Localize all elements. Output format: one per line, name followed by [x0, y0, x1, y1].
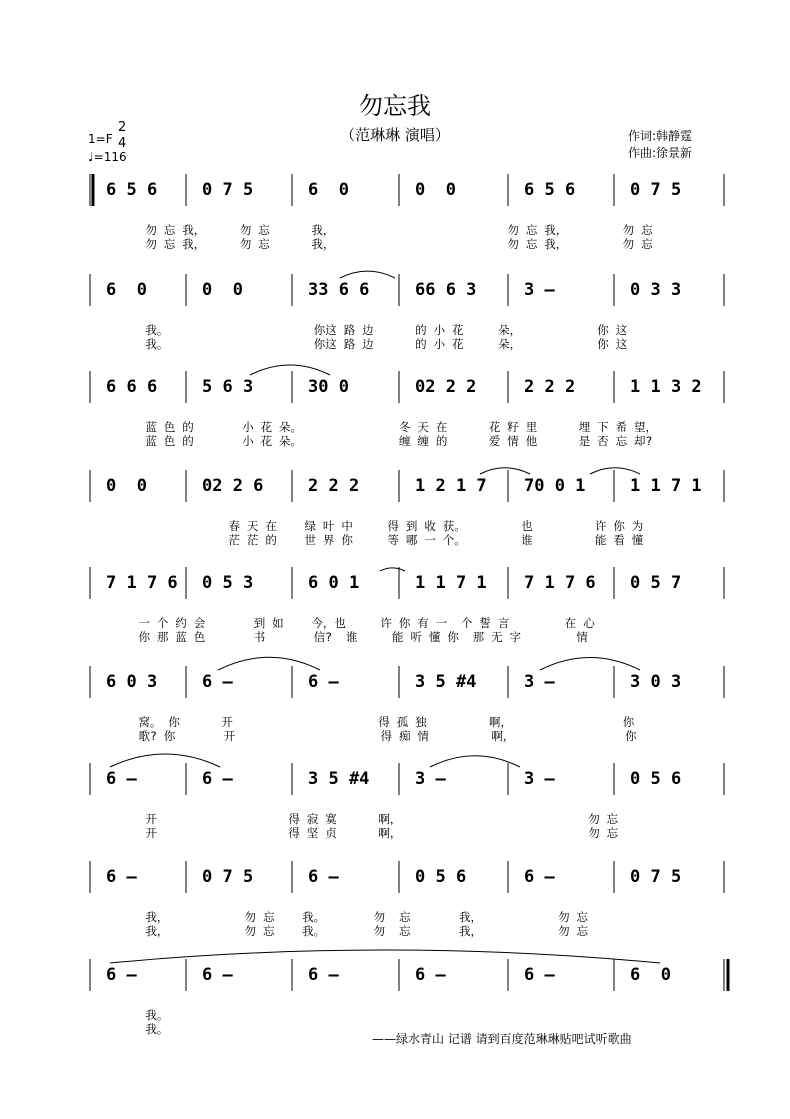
- time-signature-bottom: 4: [118, 136, 127, 151]
- measure-notes: 3 5 #4: [415, 672, 477, 692]
- composer: 作曲:徐景新: [628, 146, 693, 160]
- key-signature: 1=F: [88, 132, 113, 146]
- music-system: [0, 180, 790, 272]
- measure-notes: 02 2 6: [202, 476, 264, 496]
- measure-notes: 0 7 5: [202, 867, 254, 887]
- lyric-verse-1: 窝。 你 开 得 孤 独 啊， 你: [90, 715, 635, 729]
- transcriber-credit: ——绿水青山 记谱 请到百度范琳琳贴吧试听歌曲: [372, 1032, 632, 1046]
- measure-notes: 5 6 3: [202, 377, 254, 397]
- song-title: 勿忘我: [359, 92, 431, 120]
- slur: [380, 568, 405, 571]
- measure-notes: 6 6 6: [106, 377, 158, 397]
- measure-notes: 0 0: [202, 280, 243, 300]
- measure-notes: 2 2 2: [524, 377, 576, 397]
- time-signature: [118, 120, 126, 152]
- measure-notes: 33 6 6: [308, 280, 370, 300]
- lyric-verse-1: 我。: [90, 1008, 169, 1022]
- tempo-marking: ♩=116: [88, 150, 127, 164]
- measure-notes: 6 0: [106, 280, 147, 300]
- measure-notes: 3 5 #4: [308, 769, 370, 789]
- lyric-verse-2: 我。 你这 路 边 的 小 花 朵， 你 这: [90, 337, 628, 351]
- measure-notes: 0 3 3: [630, 280, 682, 300]
- measure-notes: 0 5 6: [630, 769, 682, 789]
- measure-notes: 1 1 3 2: [630, 377, 702, 397]
- lyric-verse-1: 一 个 约 会 到 如 今，也 许 你 有 一 个 誓 言 在 心: [90, 616, 595, 630]
- measure-notes: 6 0 1: [308, 573, 360, 593]
- lyricist: 作词:韩静霆: [628, 129, 693, 143]
- lyric-verse-2: 你 那 蓝 色 书 信? 谁 能 听 懂 你 那 无 字 情: [90, 630, 588, 644]
- lyric-verse-1: 蓝 色 的 小 花 朵。 冬 天 在 花 籽 里 埋 下 希 望，: [90, 420, 658, 434]
- measure-notes: 6 –: [202, 769, 233, 789]
- measure-notes: 0 7 5: [202, 180, 254, 200]
- measure-notes: 6 –: [202, 672, 233, 692]
- measure-notes: 6 0: [308, 180, 349, 200]
- music-system: [0, 672, 790, 764]
- lyric-verse-2: 开 得 坚 贞 啊， 勿 忘: [90, 826, 619, 840]
- measure-notes: 6 –: [202, 965, 233, 985]
- music-system: [0, 867, 790, 959]
- lyric-verse-2: 我， 勿 忘 我。 勿 忘 我， 勿 忘: [90, 924, 589, 938]
- measure-notes: 6 –: [308, 965, 339, 985]
- music-system: [0, 769, 790, 861]
- measure-notes: 2 2 2: [308, 476, 360, 496]
- measure-notes: 0 0: [415, 180, 456, 200]
- music-system: [0, 280, 790, 372]
- measure-notes: 6 –: [524, 965, 555, 985]
- measure-notes: 6 –: [308, 672, 339, 692]
- measure-notes: 0 5 7: [630, 573, 682, 593]
- measure-notes: 6 –: [415, 965, 446, 985]
- measure-notes: 7 1 7 6: [524, 573, 596, 593]
- music-system: [0, 377, 790, 469]
- measure-notes: 1 1 7 1: [630, 476, 702, 496]
- slur: [340, 271, 395, 278]
- measure-notes: 7 1 7 6: [106, 573, 178, 593]
- lyric-verse-1: 开 得 寂 寞 啊， 勿 忘: [90, 812, 619, 826]
- lyric-verse-2: 勿 忘 我， 勿 忘 我， 勿 忘 我， 勿 忘: [90, 237, 653, 251]
- music-system: [0, 573, 790, 665]
- lyric-verse-1: 我。 你这 路 边 的 小 花 朵， 你 这: [90, 323, 628, 337]
- lyric-verse-1: 春 天 在 绿 叶 中 得 到 收 获。 也 许 你 为: [90, 519, 644, 533]
- measure-notes: 6 –: [106, 867, 137, 887]
- measure-notes: 3 –: [415, 769, 446, 789]
- measure-notes: 0 0: [106, 476, 147, 496]
- measure-notes: 6 5 6: [524, 180, 576, 200]
- measure-notes: 6 –: [308, 867, 339, 887]
- measure-notes: 6 5 6: [106, 180, 158, 200]
- tempo-value: =116: [93, 150, 127, 164]
- lyric-verse-2: 歌? 你 开 得 痴 情 啊， 你: [90, 729, 637, 743]
- measure-notes: 0 7 5: [630, 867, 682, 887]
- performer-credit: （范琳琳 演唱）: [340, 126, 450, 144]
- measure-notes: 30 0: [308, 377, 349, 397]
- lyric-verse-1: 我， 勿 忘 我。 勿 忘 我， 勿 忘: [90, 910, 589, 924]
- measure-notes: 6 –: [106, 965, 137, 985]
- time-signature-top: 2: [118, 120, 127, 135]
- measure-notes: 6 –: [524, 867, 555, 887]
- measure-notes: 66 6 3: [415, 280, 477, 300]
- measure-notes: 1 2 1 7: [415, 476, 487, 496]
- measure-notes: 3 0 3: [630, 672, 682, 692]
- measure-notes: 6 –: [106, 769, 137, 789]
- measure-notes: 0 5 3: [202, 573, 254, 593]
- measure-notes: 0 7 5: [630, 180, 682, 200]
- measure-notes: 70 0 1: [524, 476, 586, 496]
- measure-notes: 6 0: [630, 965, 671, 985]
- measure-notes: 3 –: [524, 769, 555, 789]
- measure-notes: 3 –: [524, 280, 555, 300]
- music-system: [0, 476, 790, 568]
- measure-notes: 1 1 7 1: [415, 573, 487, 593]
- measure-notes: 3 –: [524, 672, 555, 692]
- lyric-verse-2: 我。: [90, 1022, 169, 1036]
- lyric-verse-2: 茫 茫 的 世 界 你 等 哪 一 个。 谁 能 看 懂: [90, 533, 644, 547]
- lyric-verse-2: 蓝 色 的 小 花 朵。 缠 缠 的 爱 情 他 是 否 忘 却?: [90, 434, 653, 448]
- lyric-verse-1: 勿 忘 我， 勿 忘 我， 勿 忘 我， 勿 忘: [90, 223, 653, 237]
- measure-notes: 02 2 2: [415, 377, 477, 397]
- measure-notes: 0 5 6: [415, 867, 467, 887]
- measure-notes: 6 0 3: [106, 672, 158, 692]
